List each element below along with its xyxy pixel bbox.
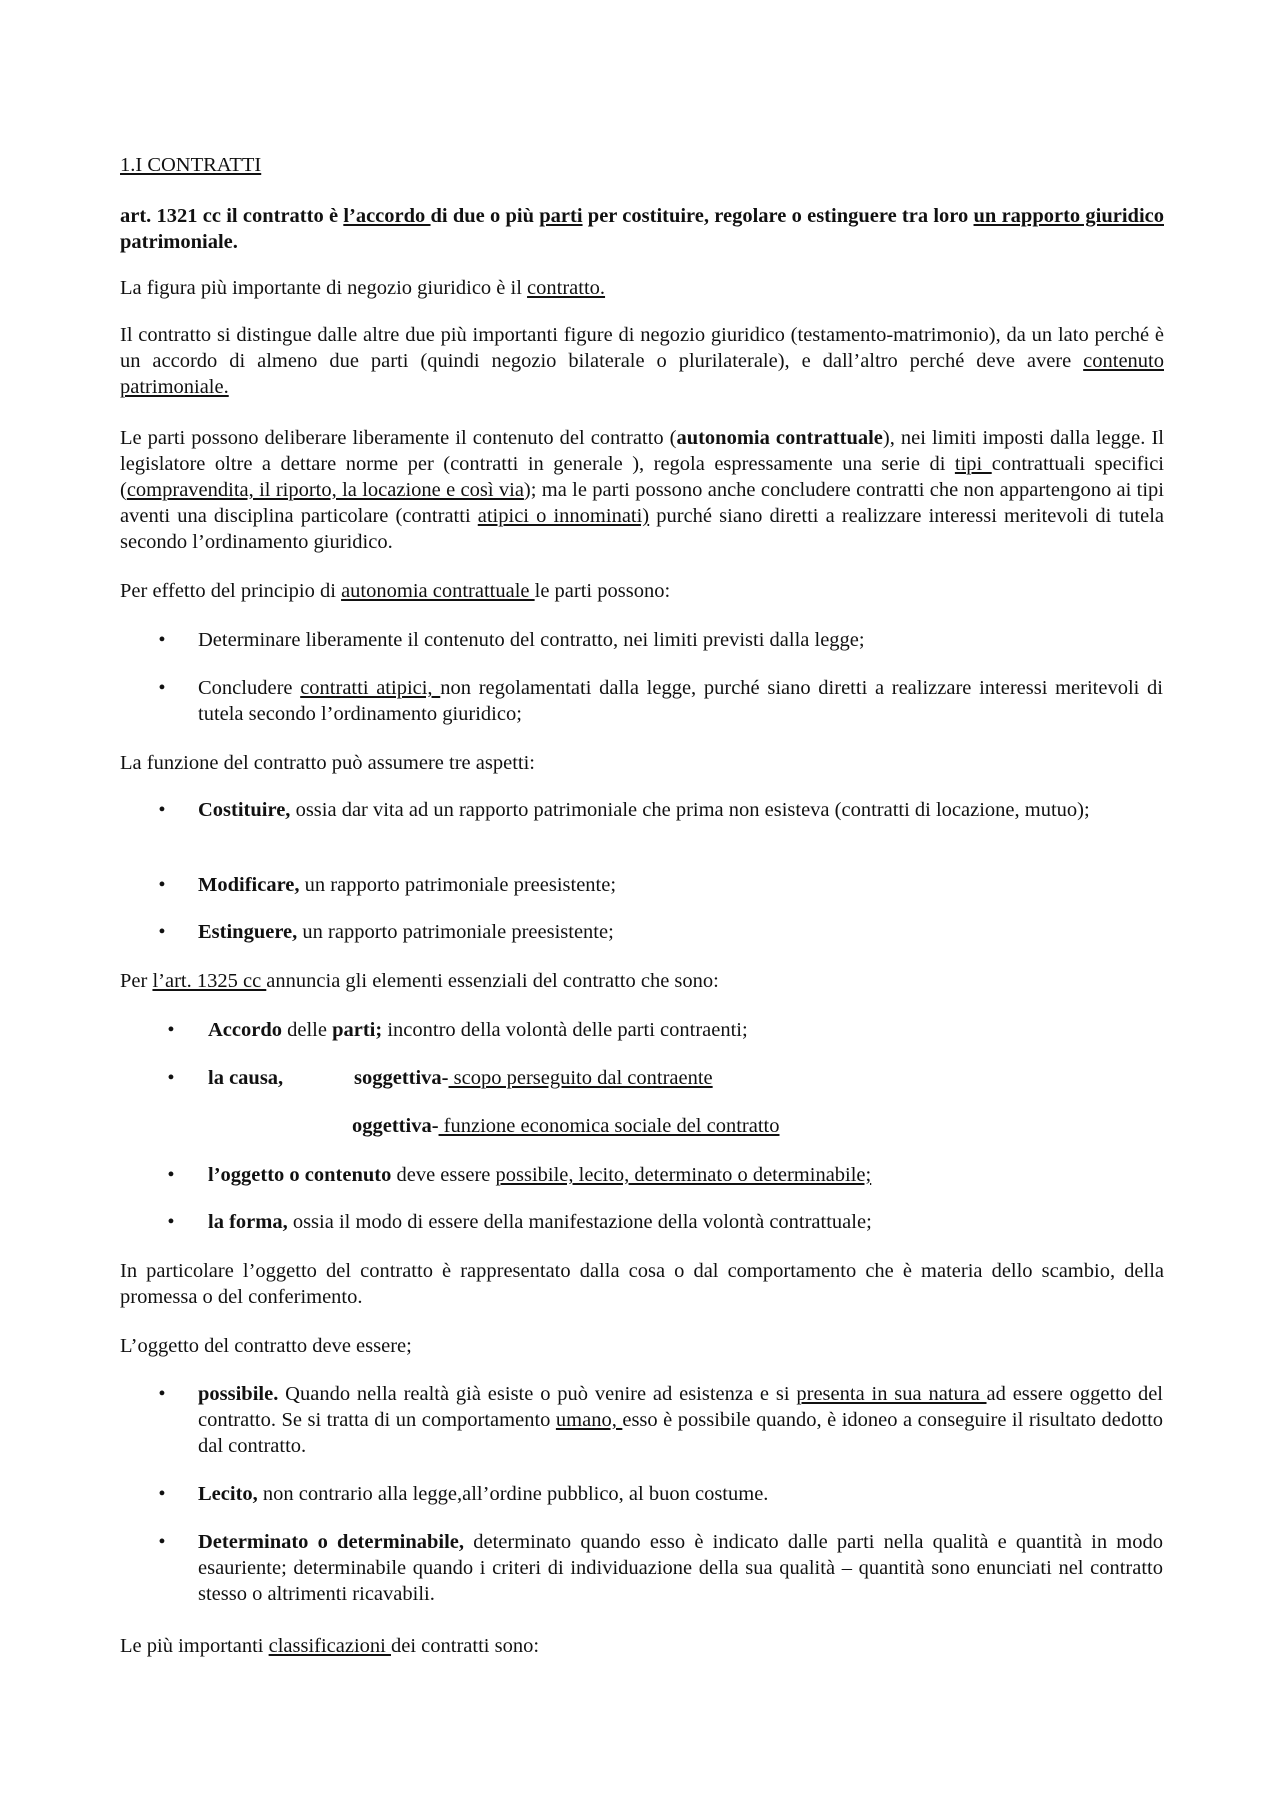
list-item-bold: Accordo: [208, 1019, 283, 1041]
paragraph-effetto: [120, 578, 1164, 604]
paragraph-classificazioni: [120, 1633, 1164, 1659]
list-item-text: Concludere: [198, 677, 301, 699]
definition-text: di due o più: [430, 205, 540, 227]
paragraph-autonomia: [120, 425, 1164, 555]
list-item-underline: umano,: [555, 1409, 623, 1431]
list-item-bold: possibile.: [198, 1383, 279, 1405]
list-item-text: non regolamentati dalla legge, purché siano diretti a realizzare interessi meritevoli di tutela secondo l’ordinamento giuridico;: [198, 677, 1164, 725]
list-item-text: deve essere: [391, 1164, 496, 1186]
causa-oggettiva: [352, 1113, 779, 1139]
paragraph-text: Per effetto del principio di: [120, 580, 342, 602]
list-item-text: ossia dar vita ad un rapporto patrimoniale che prima non esisteva (contratti di locazione, mutuo);: [290, 799, 1090, 821]
causa-underline: scopo perseguito dal contraente: [448, 1067, 713, 1089]
definition-underline: un rapporto giuridico: [973, 205, 1164, 227]
causa-underline: funzione economica sociale del contratto: [438, 1115, 780, 1137]
bullet-icon: •: [158, 677, 166, 699]
causa-soggettiva: [354, 1065, 713, 1091]
bullet-icon: •: [167, 1164, 175, 1186]
list-item-bold: Modificare,: [198, 874, 300, 896]
list-item-text: un rapporto patrimoniale preesistente;: [297, 921, 614, 943]
paragraph-text: annuncia: [266, 970, 346, 992]
bullet-icon: •: [158, 1383, 166, 1405]
paragraph-underline: g: [345, 970, 356, 992]
paragraph-distingue: [120, 322, 1164, 400]
bullet-icon: •: [158, 921, 166, 943]
paragraph-text: ); ma le parti possono anche concludere contratti che non appartengono ai tipi aventi una disciplina particolare (contratti: [120, 479, 1164, 527]
list-item-text: Quando nella realtà già esiste o può venire ad esistenza e si: [278, 1383, 797, 1405]
paragraph-text: In particolare l’oggetto del contratto è rappresentato dalla cosa o dal comportamento che è materia dello scambio, della promessa o del conferimento.: [120, 1260, 1164, 1308]
list-item-text: delle: [282, 1019, 333, 1041]
paragraph-text: dei contratti sono:: [391, 1635, 540, 1657]
list-item-text: esso è possibile quando, è idoneo a conseguire il risultato dedotto dal contratto.: [198, 1409, 1164, 1457]
causa-label: soggettiva-: [354, 1067, 449, 1089]
paragraph-elementi: [120, 968, 1164, 994]
paragraph-underline: atipici o innominati): [477, 505, 650, 527]
paragraph-underline: tipi: [954, 453, 992, 475]
definition-paragraph: [120, 203, 1164, 255]
list-item-bold: parti;: [332, 1019, 383, 1041]
list-item: [198, 919, 1163, 945]
definition-underline: l’accordo: [343, 205, 431, 227]
list-item-bold: Determinato o determinabile,: [198, 1531, 465, 1553]
paragraph-text: purché siano diretti a realizzare interessi meritevoli di tutela secondo l’ordinamento giuridico.: [120, 505, 1164, 553]
bullet-icon: •: [167, 1211, 175, 1233]
list-item-bold: Costituire,: [198, 799, 291, 821]
paragraph-text: le parti possono:: [534, 580, 671, 602]
list-item-underline: contratti atipici,: [300, 677, 441, 699]
list-item-text: non contrario alla legge,all’ordine pubblico, al buon costume.: [257, 1483, 769, 1505]
list-item-possibile: [198, 1381, 1163, 1459]
paragraph-underline: l’art. 1325 cc: [152, 970, 267, 992]
list-item-accordo: [208, 1017, 1158, 1043]
paragraph-text: L’oggetto del contratto deve essere;: [120, 1335, 412, 1357]
paragraph-text: Le parti possono deliberare liberamente il contenuto del contratto (: [120, 427, 677, 449]
definition-text: art. 1321 cc il contratto è: [120, 205, 344, 227]
list-item-text: determinato quando esso è indicato dalle parti nella qualità e quantità in modo esauriente; determinabile quando i criteri di individuazione della sua qualità – quantità sono enunciati nel contratto stesso o altrimenti ricavabili.: [198, 1531, 1163, 1605]
list-item-bold: la forma,: [208, 1211, 288, 1233]
list-item: [198, 872, 1163, 898]
paragraph-text: contrattuali specifici (: [120, 453, 1164, 501]
list-item-text: ossia il modo di essere della manifestazione della volontà contrattuale;: [287, 1211, 872, 1233]
paragraph-underline: contratto.: [527, 277, 606, 299]
bullet-icon: •: [167, 1019, 175, 1041]
list-item-oggetto: [208, 1162, 1158, 1188]
paragraph-underline: autonomia contrattuale: [341, 580, 535, 602]
bullet-icon: •: [158, 1483, 166, 1505]
paragraph-text: Per: [120, 970, 153, 992]
bullet-icon: •: [167, 1067, 175, 1089]
definition-underline: parti: [539, 205, 583, 227]
paragraph-text: Le più importanti: [120, 1635, 269, 1657]
paragraph-text: li elementi essenziali del contratto che sono:: [355, 970, 719, 992]
causa-label: oggettiva-: [352, 1115, 439, 1137]
list-item-bold: l’oggetto o contenuto: [208, 1164, 392, 1186]
list-item: [198, 627, 1163, 653]
paragraph-figura: [120, 275, 1164, 301]
paragraph-particolare: [120, 1258, 1164, 1310]
bullet-icon: •: [158, 629, 166, 651]
list-item-text: ad essere oggetto del contratto. Se si tratta di un comportamento: [198, 1383, 1163, 1431]
list-item: [198, 797, 1163, 823]
list-item-determinato: [198, 1529, 1163, 1607]
definition-text: patrimoniale.: [120, 231, 238, 253]
list-item: [198, 675, 1163, 727]
definition-text: per costituire, regolare o estinguere tra loro: [582, 205, 974, 227]
paragraph-underline: compravendita, il riporto, la locazione e così via: [126, 479, 524, 501]
paragraph-text: ), nei limiti imposti dalla legge. Il legislatore oltre a dettare norme per (contratti in generale ), regola espressamente una serie di: [120, 427, 1164, 475]
paragraph-bold: autonomia contrattuale: [676, 427, 883, 449]
paragraph-text: Il contratto si distingue dalle altre due più importanti figure di negozio giuridico (testamento-matrimonio), da un lato perché è un accordo di almeno due parti (quindi negozio bilaterale o plurilaterale), e dall’altro perché deve avere: [120, 324, 1164, 372]
bullet-icon: •: [158, 874, 166, 896]
list-item-underline: presenta in sua natura: [796, 1383, 987, 1405]
list-item-text: un rapporto patrimoniale preesistente;: [299, 874, 617, 896]
list-item-forma: [208, 1209, 1158, 1235]
list-item-bold: la causa,: [208, 1067, 284, 1089]
list-item-lecito: [198, 1481, 1163, 1507]
paragraph-oggetto-deve: [120, 1333, 1164, 1359]
paragraph-underline: contenuto patrimoniale.: [120, 350, 1164, 398]
list-item-bold: Lecito,: [198, 1483, 258, 1505]
document-title: [120, 152, 1164, 178]
paragraph-text: La figura più importante di negozio giuridico è il: [120, 277, 528, 299]
paragraph-text: La funzione del contratto può assumere tre aspetti:: [120, 752, 535, 774]
list-item-text: incontro della volontà delle parti contraenti;: [382, 1019, 748, 1041]
list-item-causa: [208, 1065, 283, 1091]
paragraph-underline: classificazioni: [268, 1635, 391, 1657]
bullet-icon: •: [158, 799, 166, 821]
title-text: 1.I CONTRATTI: [120, 154, 262, 176]
bullet-icon: •: [158, 1531, 166, 1553]
paragraph-funzione: [120, 750, 1164, 776]
list-item-text: Determinare liberamente il contenuto del contratto, nei limiti previsti dalla legge;: [198, 629, 865, 651]
list-item-bold: Estinguere,: [198, 921, 298, 943]
list-item-underline: possibile, lecito, determinato o determinabile;: [495, 1164, 872, 1186]
